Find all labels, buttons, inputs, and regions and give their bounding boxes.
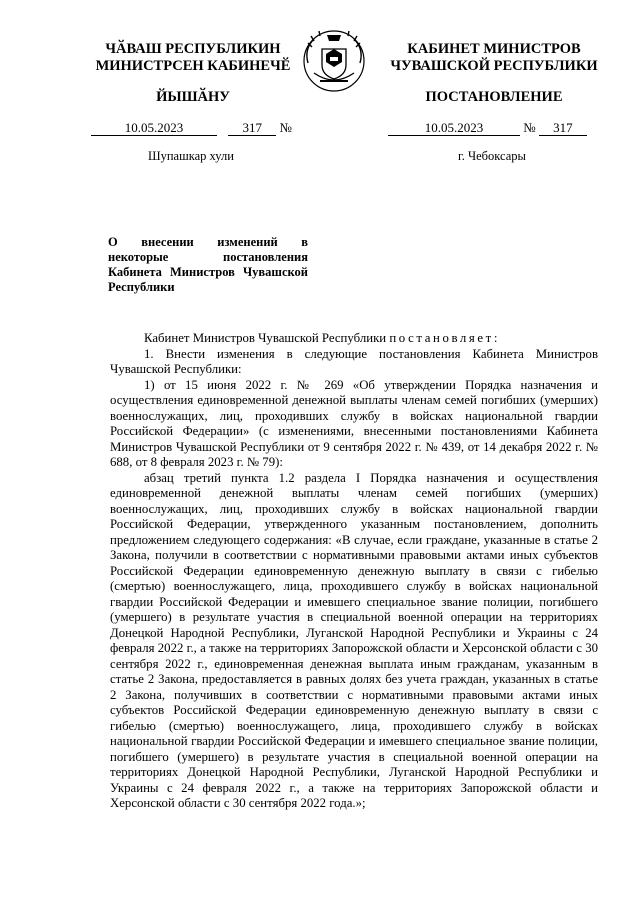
right-organization-name: КАБИНЕТ МИНИСТРОВ ЧУВАШСКОЙ РЕСПУБЛИКИ — [390, 41, 598, 74]
right-date: 10.05.2023 — [388, 121, 520, 136]
left-number: 317 — [228, 121, 276, 136]
left-date: 10.05.2023 — [91, 121, 217, 136]
intro-paragraph: Кабинет Министров Чувашской Республики постановляет: — [144, 331, 501, 345]
left-document-type: ЙЫШӐНУ — [156, 89, 230, 105]
left-organization-name: ЧӐВАШ РЕСПУБЛИКИН МИНИСТРСЕН КАБИНЕЧӖ — [95, 41, 291, 74]
coat-of-arms-icon — [300, 27, 368, 93]
paragraph-1: 1. Внести изменения в следующие постановления Кабинета Министров Чувашской Республики: — [110, 346, 598, 376]
right-document-type: ПОСТАНОВЛЕНИЕ — [425, 89, 563, 105]
right-place-name: г. Чебоксары — [458, 149, 526, 163]
right-date-line — [388, 121, 587, 136]
paragraph-2: 1) от 15 июня 2022 г. № 269 «Об утверждении Порядка назначения и осуществления единовременной денежной выплаты членам семей погибших (умерших) военнослужащих, лиц, проходивших службу в войсках национальной гвардии Российской Федерации» (с изменениями, внесенными постановлениями Кабинета Министров Чувашской Республики от 9 сентября 2022 г. № 439, от 14 декабря 2022 г. № 688, от 8 февраля 2023 г. № 79): — [110, 377, 598, 469]
paragraph-3: абзац третий пункта 1.2 раздела I Порядка назначения и осуществления единовременной денежной выплаты членам семей погибших (умерших) военнослужащих, лиц, проходивших службу в войсках национальной гвардии Российской Федерации, утвержденного указанным постановлением, дополнить предложением следующего содержания: «В случае, если граждане, указанные в статье 2 Закона, получили в соответствии с нормативными правовыми актами иных субъектов Российской Федерации единовременную денежную выплату в связи с гибелью (смертью) военнослужащего, лица, проходившего службу в войсках национальной гвардии Российской Федерации и имевшего специальное звание полиции, погибшего (умершего) в результате участия в специальной военной операции на территориях Донецкой Народной Республики, Луганской Народной Республики и Украины с 24 февраля 2022 г., а также на территориях Запорожской области и Херсонской области с 30 сентября 2022 г., единовременная денежная выплата иным гражданам, указанным в статье 2 Закона, предоставляется в равных долях без учета граждан, указанных в статье 2 Закона, получивших в соответствии с нормативными правовыми актами иных субъектов Российской Федерации единовременную денежную выплату в связи с гибелью (смертью) военнослужащего, лица, проходившего службу в войсках национальной гвардии Российской Федерации и имевшего специальное звание полиции, погибшего (умершего) в результате участия в специальной военной операции на территориях Донецкой Народной Республики, Луганской Народной Республики и Украины с 24 февраля 2022 г., а также на территориях Запорожской области и Херсонской области с 30 сентября 2022 года.»; — [110, 470, 598, 810]
left-place-name: Шупашкар хули — [148, 149, 234, 163]
right-number-sign: № — [523, 120, 536, 135]
left-number-sign: № — [279, 120, 292, 135]
document-title: О внесении изменений в некоторые постановления Кабинета Министров Чувашской Республики — [108, 235, 308, 294]
left-date-line — [91, 121, 292, 136]
right-number: 317 — [539, 121, 587, 136]
document-body — [110, 331, 598, 812]
